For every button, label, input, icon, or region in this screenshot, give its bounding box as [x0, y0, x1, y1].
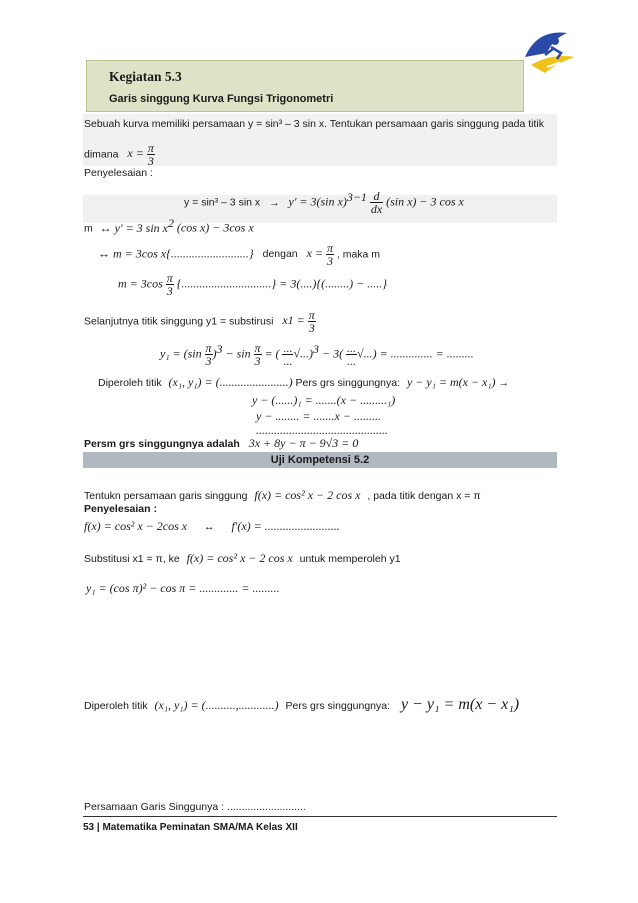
step2-line-b: y − ........ = .......x − .........: [256, 409, 381, 423]
uji-fprime-math: f'(x) = .........................: [231, 519, 340, 533]
eq1-right-a: y' = 3(sin x): [288, 194, 347, 209]
uji-y1-line: y₁ = (cos π)² − cos π = ............. = .........: [86, 581, 280, 595]
eq3-x: x =: [306, 246, 324, 261]
eq3-pi: π: [326, 241, 333, 255]
eq3-dengan: dengan: [262, 248, 298, 261]
uji-pers-big: y − y₁ = m(x − x₁): [400, 696, 520, 713]
y1-b: ): [212, 346, 217, 361]
problem-line-2: dimana x = $\frac{\pi}{3}$: [84, 141, 154, 168]
uji-q-math: f(x) = cos² x − 2 cos x: [254, 488, 361, 502]
eq1-d: d: [370, 190, 383, 203]
y1-a: y₁ = (sin: [160, 346, 202, 361]
problem-line-1: Sebuah kurva memiliki persamaan y = sin³ – 3 sin x. Tentukan persamaan garis singgung pada titik: [84, 118, 545, 130]
step2-diperoleh-label: Diperoleh titik: [98, 377, 162, 389]
step2-line-c: ............................................: [256, 423, 388, 437]
step2-arrow: →: [498, 377, 509, 389]
uji-question: [84, 488, 481, 503]
uji-persamaan: Persamaan Garis Singgunya : ...........................: [84, 801, 306, 813]
persm-line: [84, 436, 358, 451]
uji-subs-suffix: untuk memperoleh y1: [299, 553, 401, 565]
uji-subs-line: [84, 551, 401, 566]
y1-g: ...) = .............. = .........: [363, 346, 474, 361]
eq2-rest: (cos x) − 3cos x: [176, 220, 254, 235]
uji-pers-label: Pers grs singgungnya:: [285, 700, 391, 712]
eq1-dx: dx: [370, 202, 383, 217]
y1-d: = (: [264, 346, 280, 361]
step2-line-a: y − (......)₁ = .......(x − .........₁): [252, 393, 396, 407]
eq2-math: ↔ y' = 3 sin x: [99, 220, 168, 235]
uji-titik-math: (x₁, y₁) = (..........,............): [154, 698, 279, 712]
frac-num: π: [147, 141, 154, 155]
eq1-exp: 3−1: [346, 190, 367, 204]
eq4-a: m = 3cos: [118, 276, 163, 291]
uji-title-bar: Uji Kompetensi 5.2: [83, 452, 557, 468]
eq2-prefix: m: [84, 222, 93, 235]
eq1-right-b: (sin x) − 3 cos x: [386, 194, 464, 209]
eq3-three: 3: [326, 254, 333, 268]
step2-pers-label: Pers grs singgungnya:: [295, 377, 401, 389]
eq4-three: 3: [166, 284, 173, 298]
step2-pers-math: y − y₁ = m(x − x₁): [406, 375, 496, 389]
uji-subs-math: f(x) = cos² x − 2 cos x: [186, 551, 293, 565]
y1-dots4: ...: [346, 354, 356, 369]
uji-diperoleh-label: Diperoleh titik: [84, 700, 148, 712]
y1-exp2: 3: [313, 342, 320, 356]
kegiatan-subtitle: Garis singgung Kurva Fungsi Trigonometri: [109, 93, 334, 105]
problem-dimana: dimana: [84, 148, 119, 161]
uji-q-suffix: , pada titik dengan x = π: [367, 490, 481, 502]
step2-three: 3: [308, 321, 315, 335]
eq4-b: {..............................} = 3(....){(........) − .....}: [176, 276, 387, 291]
y1-dots1: ...: [283, 341, 293, 356]
uji-diperoleh-line: [84, 696, 519, 714]
solution-eq-1: [184, 190, 464, 215]
footer-divider: [83, 816, 557, 817]
step2-pi: π: [308, 308, 315, 322]
eq1-arrow: →: [269, 196, 280, 209]
y1-dots2: ...: [283, 354, 293, 369]
step2-x1: x1 =: [282, 313, 305, 328]
solution-eq-4: [118, 272, 387, 297]
solution-eq-2: [84, 216, 254, 236]
y1-three2: 3: [254, 354, 261, 369]
eq3-maka: , maka m: [336, 248, 381, 261]
step2-diperoleh: [98, 375, 509, 390]
solution-label: Penyelesaian :: [84, 167, 153, 179]
step2-y1-eq: y₁ = (sin $\frac{\pi}{3}$ )$^3$ − sin $\frac{\pi}{3}$ = ( $\frac{...}{...}$ √...)$^3$ − 3( $\frac{...}{...}$ √...) = .............. = .........: [160, 341, 474, 369]
y1-dots3: ...: [346, 341, 356, 356]
uji-label: Penyelesaian :: [84, 503, 157, 515]
y1-f: − 3(: [321, 346, 344, 361]
step2-text: Selanjutnya titik singgung y1 = substirusi: [84, 315, 274, 328]
uji-f-math: f(x) = cos² x − 2cos x: [84, 519, 188, 533]
step2-titik: (x₁, y₁) = (.......................): [168, 375, 293, 389]
y1-pi2: π: [254, 341, 261, 356]
y1-c: − sin: [225, 346, 251, 361]
y1-exp1: 3: [216, 342, 223, 356]
eq1-left: y = sin³ – 3 sin x: [184, 196, 261, 209]
y1-three1: 3: [205, 354, 212, 369]
uji-subs-prefix: Substitusi x1 = π, ke: [84, 553, 180, 565]
y1-pi1: π: [205, 341, 212, 356]
persm-math: 3x + 8y − π − 9√3 = 0: [248, 436, 359, 450]
uji-f-arrow: ↔: [204, 521, 215, 533]
page-footer: 53 | Matematika Peminatan SMA/MA Kelas XII: [83, 822, 298, 833]
eq2-exp: 2: [168, 216, 174, 230]
y1-e: ...): [300, 346, 314, 361]
publisher-logo-icon: [517, 23, 581, 79]
frac-den: 3: [147, 154, 154, 168]
uji-f-line: [84, 519, 340, 534]
persm-label: Persm grs singgungnya adalah: [84, 438, 240, 450]
kegiatan-header: [86, 60, 524, 112]
uji-q-prefix: Tentukn persamaan garis singgung: [84, 490, 248, 502]
eq4-pi: π: [166, 271, 173, 285]
kegiatan-title: Kegiatan 5.3: [109, 69, 182, 84]
eq3-math: ↔ m = 3cos x{..........................}: [98, 246, 254, 261]
step2-line: [84, 309, 316, 334]
solution-eq-3: [98, 242, 380, 267]
